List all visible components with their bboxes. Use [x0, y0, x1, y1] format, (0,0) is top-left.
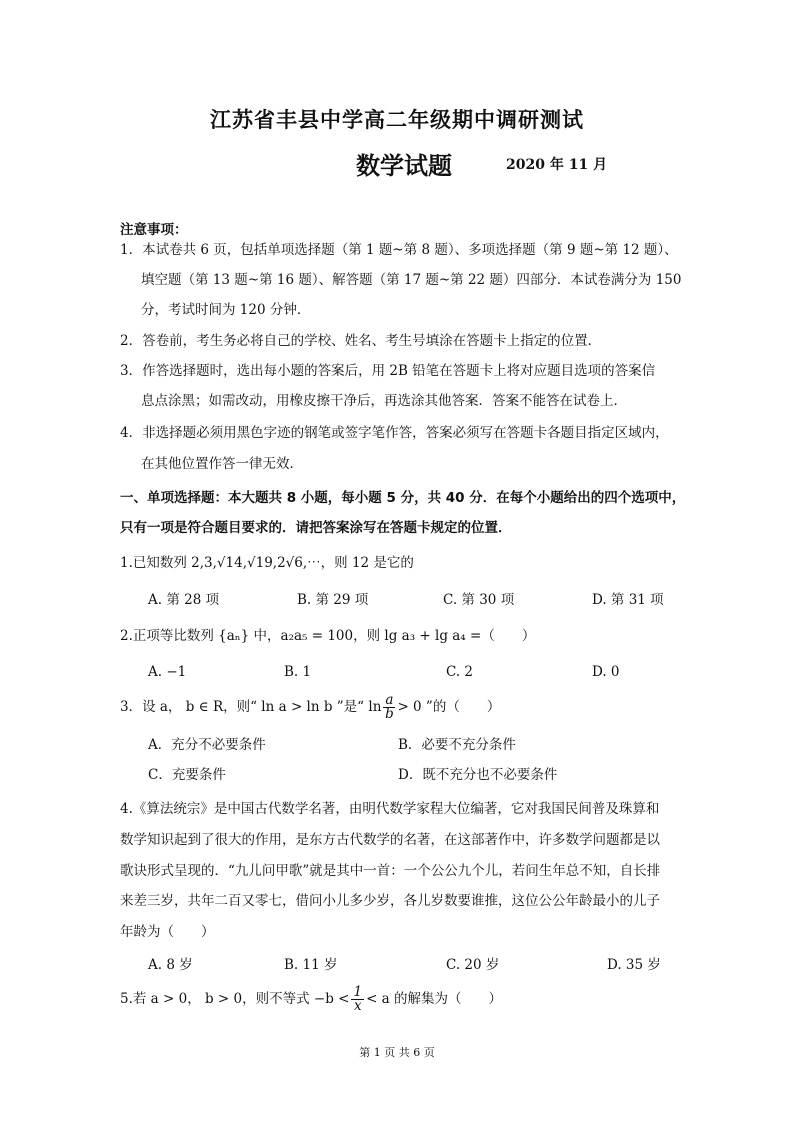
notice-heading: 注意事项： [120, 222, 188, 238]
q3-fraction-denominator: b [385, 706, 394, 722]
q5-fraction-numerator: 1 [353, 984, 363, 1000]
q4-line-4: 来差三岁，共年二百又零七，借问小儿多少岁，各儿岁数要谁推，这位公公年龄最小的儿子 [120, 893, 660, 909]
notice-item-3-line-2: 息点涂黑；如需改动，用橡皮擦干净后，再选涂其他答案．答案不能答在试卷上． [141, 393, 627, 409]
notice-item-4-line-1: 4．非选择题必须用黑色字迹的钢笔或签字笔作答，答案必须写在答题卡各题目指定区域内， [120, 425, 669, 441]
q4-option-c: C. 20 岁 [446, 957, 500, 973]
q4-line-2: 数学知识起到了很大的作用，是东方古代数学的名著，在这部著作中，许多数学问题都是以 [120, 832, 660, 848]
q1-option-c: C. 第 30 项 [443, 592, 515, 608]
q2-option-c: C. 2 [446, 664, 474, 680]
question-1-stem: 1.已知数列 2,3,√14,√19,2√6,⋯，则 12 是它的 [120, 555, 414, 571]
q2-option-b: B. 1 [284, 664, 312, 680]
section-heading-line-2: 只有一项是符合题目要求的．请把答案涂写在答题卡规定的位置． [120, 520, 512, 536]
q5-fraction-denominator: x [353, 998, 362, 1014]
q2-option-d: D. 0 [592, 664, 620, 680]
q4-option-b: B. 11 岁 [284, 957, 338, 973]
q4-option-d: D. 35 岁 [607, 957, 661, 973]
q3-option-d: D．既不充分也不必要条件 [398, 767, 558, 783]
question-2-stem: 2.正项等比数列 {aₙ} 中，a₂a₅ = 100，则 lg a₃ + lg a₄ =（ ） [120, 628, 536, 644]
school-title: 江苏省丰县中学高二年级期中调研测试 [210, 107, 584, 132]
q4-option-a: A. 8 岁 [148, 957, 193, 973]
question-3-stem [120, 694, 500, 721]
q3-fraction-numerator: a [385, 692, 394, 708]
q3-stem-end: > 0 ”的（ ） [397, 699, 501, 715]
notice-item-4-line-2: 在其他位置作答一律无效． [141, 456, 303, 472]
q3-stem-start: 3．设 a， b ∈ R，则“ ln a > ln b ”是“ ln [120, 699, 382, 715]
q5-stem-end: < a 的解集为（ ） [366, 991, 503, 1007]
section-heading-line-1: 一、单项选择题：本大题共 8 小题，每小题 5 分，共 40 分．在每个小题给出的四个选项中， [120, 490, 686, 506]
notice-item-1-line-2: 填空题（第 13 题~第 16 题）、解答题（第 17 题~第 22 题）四部分．本试卷满分为 150 [141, 272, 682, 288]
q4-line-5: 年龄为（ ） [120, 924, 215, 940]
q5-stem-start: 5.若 a > 0， b > 0，则不等式 −b < [120, 991, 350, 1007]
q5-fraction [351, 986, 364, 1013]
q2-option-a: A. −1 [148, 664, 187, 680]
question-5-stem [120, 986, 502, 1013]
q3-option-a: A．充分不必要条件 [148, 737, 266, 753]
q3-fraction [383, 694, 395, 721]
q3-option-c: C．充要条件 [148, 767, 226, 783]
notice-item-1-line-3: 分，考试时间为 120 分钟． [141, 302, 311, 318]
q1-option-a: A. 第 28 项 [148, 592, 220, 608]
q1-option-b: B. 第 29 项 [297, 592, 369, 608]
notice-item-3-line-1: 3．作答选择题时，选出每小题的答案后，用 2B 铅笔在答题卡上将对应题目选项的答案信 [120, 363, 656, 379]
q4-line-3: 歌诀形式呈现的．“九儿问甲歌”就是其中一首：一个公公九个儿，若问生年总不知，自长排 [120, 863, 661, 879]
page-footer: 第 1 页 共 6 页 [359, 1046, 435, 1059]
subject-title: 数学试题 [356, 151, 452, 180]
notice-item-2: 2．答卷前，考生务必将自己的学校、姓名、考生号填涂在答题卡上指定的位置． [120, 333, 602, 349]
q1-option-d: D. 第 31 项 [592, 592, 664, 608]
q4-line-1: 4.《算法统宗》是中国古代数学名著，由明代数学家程大位编著，它对我国民间普及珠算和 [120, 801, 660, 817]
exam-date: 2020 年 11 月 [506, 157, 608, 173]
q3-option-b: B．必要不充分条件 [398, 737, 516, 753]
notice-item-1-line-1: 1．本试卷共 6 页，包括单项选择题（第 1 题~第 8 题）、多项选择题（第 9 题~第 12 题）、 [120, 242, 678, 258]
